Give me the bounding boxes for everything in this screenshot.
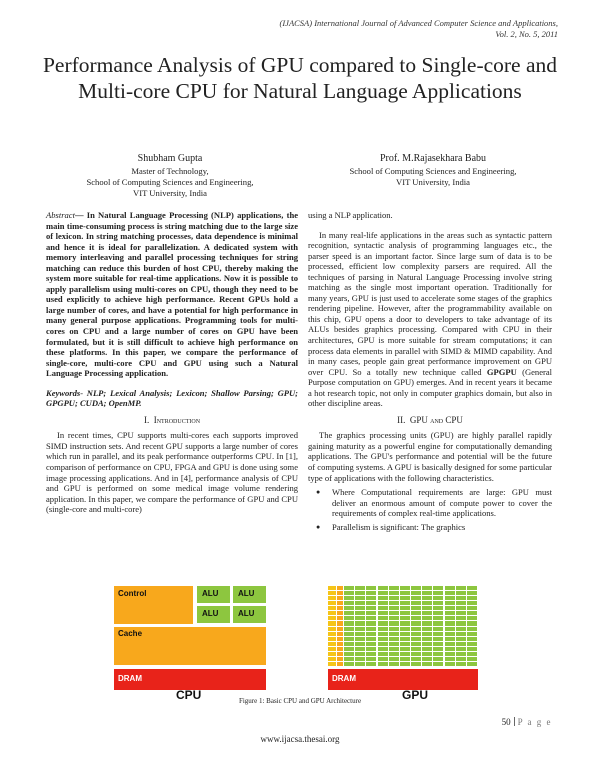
gpu-alu-cell bbox=[389, 657, 399, 661]
gpu-alu-cell bbox=[378, 596, 388, 600]
gpu-alu-cell bbox=[445, 616, 455, 620]
gpu-alu-cell bbox=[433, 616, 443, 620]
gpu-alu-cell bbox=[411, 606, 421, 610]
gpu-control-cell bbox=[328, 611, 336, 615]
gpu-alu-cell bbox=[422, 642, 432, 646]
gpu-alu-cell bbox=[433, 637, 443, 641]
gpu-alu-cell bbox=[378, 616, 388, 620]
gpu-alu-cell bbox=[344, 637, 354, 641]
gpu-alu-cell bbox=[366, 652, 376, 656]
gpu-cache-cell bbox=[337, 627, 343, 631]
gpu-alu-cell bbox=[355, 591, 365, 595]
gpu-alu-cell bbox=[344, 601, 354, 605]
gpu-alu-cell bbox=[378, 642, 388, 646]
left-column bbox=[46, 210, 298, 515]
gpu-alu-cell bbox=[366, 621, 376, 625]
gpu-alu-cell bbox=[433, 632, 443, 636]
figure-caption: Figure 1: Basic CPU and GPU Architecture bbox=[238, 697, 362, 705]
gpu-alu-cell bbox=[445, 652, 455, 656]
gpu-control-cell bbox=[328, 642, 336, 646]
gpu-alu-cell bbox=[411, 662, 421, 666]
gpu-control-cell bbox=[328, 647, 336, 651]
gpu-control-cell bbox=[328, 637, 336, 641]
gpu-alu-cell bbox=[400, 642, 410, 646]
gpu-alu-cell bbox=[344, 586, 354, 590]
gpu-alu-cell bbox=[456, 637, 466, 641]
gpu-alu-cell bbox=[467, 632, 477, 636]
gpu-cache-cell bbox=[337, 637, 343, 641]
gpu-control-cell bbox=[328, 621, 336, 625]
gpu-alu-cell bbox=[378, 632, 388, 636]
gpu-alu-cell bbox=[445, 601, 455, 605]
gpu-control-cell bbox=[328, 586, 336, 590]
gpu-alu-cell bbox=[433, 662, 443, 666]
author-1-affil-1: Master of Technology, bbox=[131, 166, 209, 176]
section-2-paragraph: The graphics processing units (GPU) are highly parallel rapidly gaining maturity as a powerful engine for computationally demanding applications. The GPU's performance and potential will be the future of computing systems. A GPU is basically designed for some particular type of applications with the following characteristics. bbox=[308, 430, 552, 483]
gpu-alu-cell bbox=[445, 611, 455, 615]
gpu-cache-cell bbox=[337, 652, 343, 656]
gpu-alu-cell bbox=[467, 586, 477, 590]
gpu-alu-cell bbox=[366, 591, 376, 595]
gpu-alu-cell bbox=[422, 616, 432, 620]
gpu-alu-cell bbox=[400, 637, 410, 641]
gpu-alu-cell bbox=[422, 606, 432, 610]
gpu-cache-cell bbox=[337, 662, 343, 666]
gpu-alu-cell bbox=[445, 596, 455, 600]
characteristics-list bbox=[308, 487, 552, 532]
gpu-cache-cell bbox=[337, 616, 343, 620]
paper-title: Performance Analysis of GPU compared to Single-core and Multi-core CPU for Natural Language Applications bbox=[42, 53, 558, 103]
gpu-control-cell bbox=[328, 591, 336, 595]
gpu-alu-cell bbox=[467, 601, 477, 605]
gpu-alu-cell bbox=[467, 652, 477, 656]
author-2-affil-2: VIT University, India bbox=[396, 177, 470, 187]
gpu-control-cell bbox=[328, 652, 336, 656]
journal-volume: Vol. 2, No. 5, 2011 bbox=[495, 29, 558, 39]
gpu-alu-cell bbox=[389, 591, 399, 595]
gpu-alu-cell bbox=[344, 596, 354, 600]
gpu-alu-cell bbox=[467, 627, 477, 631]
gpu-alu-cell bbox=[433, 652, 443, 656]
gpu-alu-cell bbox=[411, 627, 421, 631]
gpu-alu-cell bbox=[467, 621, 477, 625]
gpu-alu-cell bbox=[389, 601, 399, 605]
gpu-alu-cell bbox=[400, 647, 410, 651]
gpu-alu-cell bbox=[355, 621, 365, 625]
gpu-alu-cell bbox=[355, 596, 365, 600]
cpu-alu-block: ALU bbox=[197, 606, 230, 623]
gpu-alu-cell bbox=[378, 662, 388, 666]
gpu-alu-cell bbox=[411, 652, 421, 656]
gpu-alu-cell bbox=[378, 652, 388, 656]
gpu-alu-cell bbox=[433, 621, 443, 625]
cpu-dram-block: DRAM bbox=[114, 669, 266, 690]
gpu-cache-cell bbox=[337, 591, 343, 595]
gpu-alu-cell bbox=[456, 601, 466, 605]
gpu-alu-cell bbox=[411, 591, 421, 595]
gpu-alu-cell bbox=[456, 596, 466, 600]
section-1-heading: I. Introduction bbox=[143, 414, 201, 425]
journal-header bbox=[280, 18, 558, 40]
gpu-alu-cell bbox=[344, 642, 354, 646]
gpu-alu-cell bbox=[400, 611, 410, 615]
gpu-alu-cell bbox=[467, 596, 477, 600]
gpu-alu-cell bbox=[344, 606, 354, 610]
gpu-alu-cell bbox=[456, 642, 466, 646]
gpu-alu-cell bbox=[366, 647, 376, 651]
gpu-alu-cell bbox=[366, 642, 376, 646]
gpu-alu-cell bbox=[378, 637, 388, 641]
right-column bbox=[308, 210, 552, 535]
author-1-affil-3: VIT University, India bbox=[133, 188, 207, 198]
gpu-alu-cell bbox=[422, 596, 432, 600]
gpu-alu-cell bbox=[355, 652, 365, 656]
gpu-alu-cell bbox=[445, 657, 455, 661]
gpu-alu-cell bbox=[467, 642, 477, 646]
gpu-alu-cell bbox=[378, 601, 388, 605]
gpu-cache-cell bbox=[337, 657, 343, 661]
gpu-cache-cell bbox=[337, 596, 343, 600]
gpu-alu-cell bbox=[411, 642, 421, 646]
gpu-alu-cell bbox=[355, 606, 365, 610]
gpu-alu-cell bbox=[378, 591, 388, 595]
gpu-alu-cell bbox=[400, 621, 410, 625]
gpu-alu-cell bbox=[456, 616, 466, 620]
gpu-cache-cell bbox=[337, 601, 343, 605]
gpu-alu-cell bbox=[400, 616, 410, 620]
gpu-alu-cell bbox=[467, 637, 477, 641]
abstract-text: — In Natural Language Processing (NLP) applications, the main time-consuming process is string matching due to the large size of lexicon. In string matching processes, data dependence is minimal and hence it is ideal for parallelization. A dedicated system with memory interleaving and parallel processing techniques for string matching can reduce this burden of host CPU, thereby making the system more suitable for real-time applications. Now it is possible to apply parallelism using multi-cores on CPU, though they need to be used explicitly to achieve high performance. Recent GPUs hold a large number of cores, and have a potential for high performance in many general purpose applications. Programming tools for multi-cores on CPU and a large number of cores on GPU have been formulated, but it is still difficult to achieve high performance on these platforms. In this paper, we compare the performance of single-core, multi-core CPU and GPU using such a Natural Language Processing application. bbox=[46, 210, 298, 379]
gpu-alu-cell bbox=[344, 627, 354, 631]
gpu-alu-cell bbox=[400, 657, 410, 661]
gpu-alu-cell bbox=[422, 657, 432, 661]
gpu-alu-cell bbox=[456, 621, 466, 625]
gpu-alu-cell bbox=[355, 627, 365, 631]
gpu-dram-block: DRAM bbox=[328, 669, 478, 690]
gpu-alu-cell bbox=[422, 627, 432, 631]
gpu-alu-cell bbox=[355, 657, 365, 661]
gpu-alu-cell bbox=[378, 586, 388, 590]
page-number: 50 P a g e bbox=[501, 717, 552, 727]
author-2-affil-1: School of Computing Sciences and Engineering, bbox=[349, 166, 517, 176]
gpu-alu-cell bbox=[433, 647, 443, 651]
gpu-alu-cell bbox=[400, 601, 410, 605]
gpu-alu-cell bbox=[355, 647, 365, 651]
gpu-alu-cell bbox=[456, 611, 466, 615]
gpu-alu-cell bbox=[344, 657, 354, 661]
gpu-alu-cell bbox=[344, 632, 354, 636]
gpu-alu-cell bbox=[389, 642, 399, 646]
author-2 bbox=[318, 152, 548, 188]
gpu-alu-cell bbox=[445, 586, 455, 590]
gpu-alu-cell bbox=[389, 621, 399, 625]
gpu-alu-cell bbox=[344, 611, 354, 615]
gpu-alu-cell bbox=[378, 611, 388, 615]
gpu-alu-cell bbox=[400, 662, 410, 666]
gpu-alu-cell bbox=[422, 632, 432, 636]
gpu-alu-cell bbox=[411, 586, 421, 590]
gpu-alu-cell bbox=[400, 591, 410, 595]
gpu-alu-cell bbox=[389, 632, 399, 636]
gpu-alu-cell bbox=[456, 627, 466, 631]
gpu-alu-cell bbox=[411, 601, 421, 605]
abstract-label: Abstract bbox=[46, 210, 75, 220]
gpu-alu-cell bbox=[389, 616, 399, 620]
gpu-alu-cell bbox=[422, 647, 432, 651]
gpu-alu-cell bbox=[366, 611, 376, 615]
gpu-label: GPU bbox=[402, 688, 429, 702]
gpu-alu-cell bbox=[400, 632, 410, 636]
gpu-alu-cell bbox=[355, 616, 365, 620]
gpu-alu-cell bbox=[467, 591, 477, 595]
gpu-alu-cell bbox=[433, 657, 443, 661]
cpu-cache-block: Cache bbox=[114, 627, 266, 665]
keywords: Keywords- NLP; Lexical Analysis; Lexicon; Shallow Parsing; GPU; GPGPU; CUDA; OpenMP. bbox=[46, 387, 298, 409]
gpu-alu-cell bbox=[433, 596, 443, 600]
gpu-alu-cell bbox=[400, 652, 410, 656]
gpu-alu-cell bbox=[400, 627, 410, 631]
section-2-heading: II. GPU and CPU bbox=[397, 414, 463, 425]
gpu-alu-cell bbox=[378, 621, 388, 625]
gpu-alu-cell bbox=[389, 662, 399, 666]
gpu-alu-cell bbox=[422, 611, 432, 615]
gpu-alu-cell bbox=[422, 591, 432, 595]
gpgpu-term: GPGPU bbox=[486, 366, 517, 377]
gpu-alu-cell bbox=[366, 606, 376, 610]
gpu-core-grid bbox=[328, 586, 478, 667]
gpu-cache-cell bbox=[337, 621, 343, 625]
gpu-alu-cell bbox=[433, 642, 443, 646]
gpu-alu-cell bbox=[467, 647, 477, 651]
gpu-cache-cell bbox=[337, 632, 343, 636]
gpu-alu-cell bbox=[355, 601, 365, 605]
gpu-alu-cell bbox=[456, 652, 466, 656]
gpu-alu-cell bbox=[366, 616, 376, 620]
gpu-alu-cell bbox=[445, 591, 455, 595]
author-1 bbox=[55, 152, 285, 199]
gpu-alu-cell bbox=[400, 596, 410, 600]
gpu-control-cell bbox=[328, 657, 336, 661]
gpu-alu-cell bbox=[389, 627, 399, 631]
gpu-alu-cell bbox=[366, 632, 376, 636]
gpu-alu-cell bbox=[389, 652, 399, 656]
gpu-alu-cell bbox=[445, 637, 455, 641]
page-divider bbox=[514, 717, 515, 726]
gpu-alu-cell bbox=[355, 642, 365, 646]
gpu-alu-cell bbox=[467, 657, 477, 661]
gpu-alu-cell bbox=[366, 586, 376, 590]
gpu-control-cell bbox=[328, 596, 336, 600]
gpu-alu-cell bbox=[422, 586, 432, 590]
gpu-alu-cell bbox=[456, 632, 466, 636]
gpu-alu-cell bbox=[355, 611, 365, 615]
gpu-alu-cell bbox=[433, 606, 443, 610]
gpu-alu-cell bbox=[411, 647, 421, 651]
gpu-alu-cell bbox=[456, 657, 466, 661]
gpu-diagram bbox=[328, 586, 478, 690]
gpu-alu-cell bbox=[344, 647, 354, 651]
list-item: ● Where Computational requirements are large: GPU must deliver an enormous amount of compute power to cover the requirements of complex real-time applications. bbox=[332, 487, 552, 519]
gpu-alu-cell bbox=[422, 621, 432, 625]
gpu-alu-cell bbox=[344, 652, 354, 656]
gpu-alu-cell bbox=[344, 662, 354, 666]
gpu-alu-cell bbox=[378, 647, 388, 651]
gpu-alu-cell bbox=[389, 596, 399, 600]
gpu-alu-cell bbox=[389, 637, 399, 641]
gpu-alu-cell bbox=[411, 621, 421, 625]
gpu-alu-cell bbox=[411, 616, 421, 620]
intro-continued: using a NLP application. bbox=[308, 210, 393, 220]
gpu-alu-cell bbox=[456, 662, 466, 666]
gpu-alu-cell bbox=[445, 627, 455, 631]
gpu-control-cell bbox=[328, 627, 336, 631]
gpu-cache-cell bbox=[337, 606, 343, 610]
gpu-control-cell bbox=[328, 601, 336, 605]
gpu-alu-cell bbox=[378, 657, 388, 661]
gpu-alu-cell bbox=[433, 627, 443, 631]
gpu-alu-cell bbox=[422, 662, 432, 666]
gpu-alu-cell bbox=[467, 611, 477, 615]
cpu-label: CPU bbox=[176, 688, 202, 702]
gpu-alu-cell bbox=[445, 642, 455, 646]
gpu-alu-cell bbox=[445, 606, 455, 610]
gpu-alu-cell bbox=[378, 606, 388, 610]
gpu-alu-cell bbox=[389, 606, 399, 610]
abstract bbox=[46, 210, 298, 379]
journal-name: (IJACSA) International Journal of Advanced Computer Science and Applications, bbox=[279, 18, 558, 28]
gpu-alu-cell bbox=[366, 662, 376, 666]
gpu-alu-cell bbox=[366, 601, 376, 605]
paragraph-2: In many real-life applications in the areas such as syntactic pattern recognition, syntactic analysis of programming languages etc., the parser speed is an important factor. Since large sum of data is to be processed, efficient low complexity parsers are required. All the techniques of parsing in Natural Language Processing involve string matching as the single most important operation. Traditionally for many years, GPU is just used to accelerate some stages of the graphics rendering pipeline. However, after the programmability available on this chip, GPU opens a door to developers to take advantage of its ALUs besides graphics processing. Compared with CPU in their architectures, GPU is more suitable for stream computations; it can process data elements in parallel with SIMD & MIMD capability. And in many cases, people gain great performance improvement on GPU over CPU. So a totally new technique called GPGPU (General Purpose computation on GPU) emerges. And in recent years it became a hot research topic, not only in computer graphics domain, but also in other discipline areas. bbox=[308, 229, 553, 409]
gpu-alu-cell bbox=[445, 662, 455, 666]
gpu-alu-cell bbox=[467, 616, 477, 620]
gpu-alu-cell bbox=[400, 586, 410, 590]
gpu-alu-cell bbox=[422, 652, 432, 656]
gpu-alu-cell bbox=[344, 591, 354, 595]
gpu-alu-cell bbox=[456, 591, 466, 595]
cpu-alu-block: ALU bbox=[233, 606, 266, 623]
gpu-cache-cell bbox=[337, 642, 343, 646]
gpu-alu-cell bbox=[467, 606, 477, 610]
gpu-alu-cell bbox=[389, 647, 399, 651]
gpu-alu-cell bbox=[456, 586, 466, 590]
gpu-alu-cell bbox=[378, 627, 388, 631]
gpu-alu-cell bbox=[344, 616, 354, 620]
gpu-control-cell bbox=[328, 632, 336, 636]
gpu-cache-cell bbox=[337, 611, 343, 615]
gpu-alu-cell bbox=[389, 611, 399, 615]
gpu-control-cell bbox=[328, 616, 336, 620]
intro-paragraph: In recent times, CPU supports multi-cores each supports improved SIMD instruction sets. And recent GPU supports a large number of cores which run in parallel, and its peak performance outperforms CPU. In [1], comparison of performance on CPU, FPGA and GPU is done using some image processing applications. And in [4], performance analysis of CPU and GPU is performed on some medical image volume rendering application. In this paper, we compare the performance of GPU and CPU (single-core and multi-core) bbox=[46, 430, 298, 515]
gpu-control-cell bbox=[328, 606, 336, 610]
gpu-cache-cell bbox=[337, 647, 343, 651]
author-2-name: Prof. M.Rajasekhara Babu bbox=[379, 153, 487, 164]
gpu-alu-cell bbox=[411, 611, 421, 615]
cpu-alu-block: ALU bbox=[197, 586, 230, 603]
footer-url: www.ijacsa.thesai.org bbox=[260, 734, 340, 744]
gpu-alu-cell bbox=[467, 662, 477, 666]
gpu-alu-cell bbox=[366, 596, 376, 600]
cpu-diagram bbox=[114, 586, 266, 690]
cpu-alu-block: ALU bbox=[233, 586, 266, 603]
gpu-alu-cell bbox=[389, 586, 399, 590]
gpu-alu-cell bbox=[411, 632, 421, 636]
gpu-alu-cell bbox=[456, 647, 466, 651]
gpu-alu-cell bbox=[456, 606, 466, 610]
author-1-name: Shubham Gupta bbox=[137, 153, 203, 164]
cpu-control-block: Control bbox=[114, 586, 193, 624]
gpu-alu-cell bbox=[400, 606, 410, 610]
gpu-alu-cell bbox=[411, 596, 421, 600]
gpu-control-cell bbox=[328, 662, 336, 666]
gpu-alu-cell bbox=[433, 591, 443, 595]
gpu-alu-cell bbox=[433, 611, 443, 615]
gpu-alu-cell bbox=[366, 657, 376, 661]
gpu-alu-cell bbox=[433, 601, 443, 605]
gpu-alu-cell bbox=[422, 637, 432, 641]
gpu-alu-cell bbox=[344, 621, 354, 625]
gpu-alu-cell bbox=[355, 662, 365, 666]
gpu-alu-cell bbox=[411, 657, 421, 661]
gpu-alu-cell bbox=[366, 637, 376, 641]
gpu-alu-cell bbox=[355, 632, 365, 636]
gpu-alu-cell bbox=[355, 637, 365, 641]
gpu-alu-cell bbox=[445, 632, 455, 636]
list-item: ● Parallelism is significant: The graphics bbox=[332, 522, 552, 533]
gpu-cache-cell bbox=[337, 586, 343, 590]
author-1-affil-2: School of Computing Sciences and Engineering, bbox=[86, 177, 254, 187]
gpu-alu-cell bbox=[445, 621, 455, 625]
gpu-alu-cell bbox=[445, 647, 455, 651]
gpu-alu-cell bbox=[355, 586, 365, 590]
gpu-alu-cell bbox=[411, 637, 421, 641]
gpu-alu-cell bbox=[433, 586, 443, 590]
gpu-alu-cell bbox=[422, 601, 432, 605]
gpu-alu-cell bbox=[366, 627, 376, 631]
